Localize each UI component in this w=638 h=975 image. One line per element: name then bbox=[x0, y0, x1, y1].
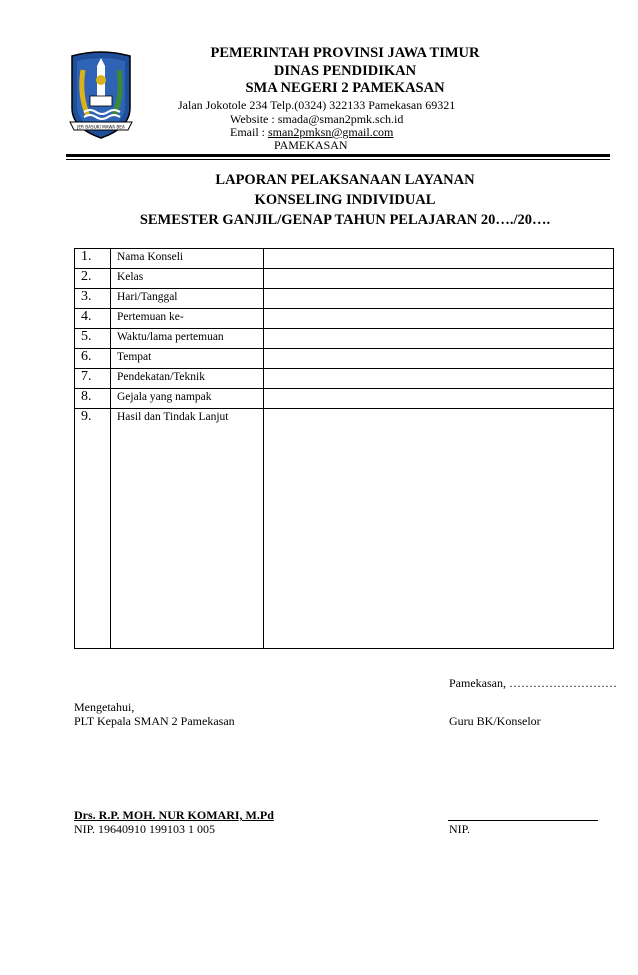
principal-nip: NIP. 19640910 199103 1 005 bbox=[74, 822, 216, 836]
row-label: Pertemuan ke- bbox=[111, 309, 264, 329]
form-row bbox=[75, 289, 614, 309]
counselor-role: Guru BK/Konselor bbox=[449, 714, 541, 728]
row-number: 1. bbox=[75, 249, 111, 269]
letterhead-department: DINAS PENDIDIKAN bbox=[273, 63, 417, 79]
row-label: Hari/Tanggal bbox=[111, 289, 264, 309]
acknowledge-label: Mengetahui, bbox=[74, 700, 135, 714]
principal-name: Drs. R.P. MOH. NUR KOMARI, M.Pd bbox=[74, 808, 274, 822]
svg-text:JER BASUKI MAWA BEA: JER BASUKI MAWA BEA bbox=[77, 124, 125, 130]
row-value-field[interactable] bbox=[264, 249, 614, 269]
row-value-field[interactable] bbox=[264, 269, 614, 289]
row-number: 5. bbox=[75, 329, 111, 349]
form-row bbox=[75, 309, 614, 329]
row-number: 2. bbox=[75, 269, 111, 289]
row-number: 3. bbox=[75, 289, 111, 309]
row-value-field[interactable] bbox=[264, 329, 614, 349]
counselor-nip: NIP. bbox=[449, 822, 471, 836]
row-label: Pendekatan/Teknik bbox=[111, 369, 264, 389]
counselor-signature-line bbox=[448, 820, 598, 821]
email-label: Email : bbox=[230, 125, 268, 139]
row-label: Kelas bbox=[111, 269, 264, 289]
letterhead-city: PAMEKASAN bbox=[274, 138, 348, 152]
row-number: 8. bbox=[75, 389, 111, 409]
row-number: 6. bbox=[75, 349, 111, 369]
row-label: Gejala yang nampak bbox=[111, 389, 264, 409]
letterhead-thick-rule bbox=[66, 154, 610, 157]
row-value-field[interactable] bbox=[264, 349, 614, 369]
letterhead-school-name: SMA NEGERI 2 PAMEKASAN bbox=[245, 80, 445, 96]
provincial-emblem-logo bbox=[66, 50, 136, 142]
row-label: Hasil dan Tindak Lanjut bbox=[111, 409, 264, 649]
letterhead-thin-rule bbox=[66, 159, 610, 160]
report-subtitle: KONSELING INDIVIDUAL bbox=[254, 192, 436, 208]
form-row bbox=[75, 249, 614, 269]
form-row bbox=[75, 389, 614, 409]
letterhead-government: PEMERINTAH PROVINSI JAWA TIMUR bbox=[210, 45, 480, 61]
form-row bbox=[75, 269, 614, 289]
row-label: Nama Konseli bbox=[111, 249, 264, 269]
form-row bbox=[75, 349, 614, 369]
row-value-field[interactable] bbox=[264, 309, 614, 329]
letterhead-address: Jalan Jokotole 234 Telp.(0324) 322133 Pamekasan 69321 bbox=[178, 98, 456, 112]
row-number: 4. bbox=[75, 309, 111, 329]
row-value-field[interactable] bbox=[264, 289, 614, 309]
report-title: LAPORAN PELAKSANAAN LAYANAN bbox=[215, 172, 475, 188]
place-date: Pamekasan, ……………………… bbox=[449, 676, 617, 690]
letterhead-website: Website : smada@sman2pmk.sch.id bbox=[230, 112, 404, 126]
row-value-field[interactable] bbox=[264, 369, 614, 389]
row-label: Waktu/lama pertemuan bbox=[111, 329, 264, 349]
principal-role: PLT Kepala SMAN 2 Pamekasan bbox=[74, 714, 235, 728]
row-number: 7. bbox=[75, 369, 111, 389]
row-value-field[interactable] bbox=[264, 409, 614, 649]
email-link[interactable]: sman2pmksn@gmail.com bbox=[268, 125, 394, 139]
report-semester-line: SEMESTER GANJIL/GENAP TAHUN PELAJARAN 20…./20…. bbox=[139, 212, 551, 228]
row-label: Tempat bbox=[111, 349, 264, 369]
row-value-field[interactable] bbox=[264, 389, 614, 409]
counseling-form-table bbox=[74, 248, 614, 649]
row-number: 9. bbox=[75, 409, 111, 649]
form-row bbox=[75, 409, 614, 649]
form-row bbox=[75, 369, 614, 389]
form-row bbox=[75, 329, 614, 349]
